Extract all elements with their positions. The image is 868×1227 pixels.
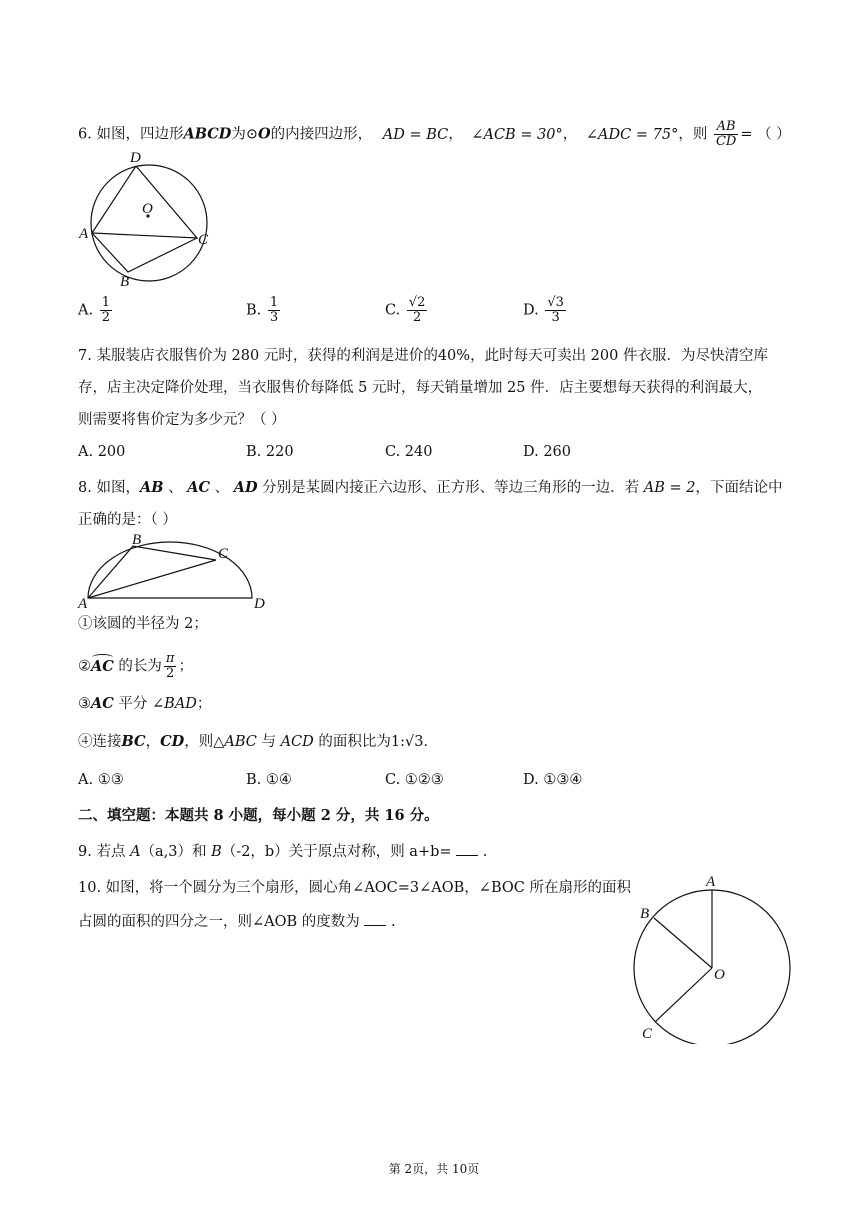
page-footer: 第 2页，共 10页 [388,1162,480,1176]
q6-fraction: $\frac{AB}{CD}$ [715,119,737,149]
q6-circle-diagram [76,148,226,288]
q10-label-A: A [706,874,716,890]
q8-statement-1: ①该圆的半径为 2； [78,616,208,632]
q8-option-d[interactable]: D. ①③④ [523,772,583,788]
q8-label-C: C [218,546,229,562]
q9-answer-blank[interactable] [456,843,478,856]
q6-label-A: A [79,226,89,242]
q6-option-c[interactable]: C. $\frac{√2}{2}$ [385,295,426,325]
q8-label-B: B [132,532,142,548]
q6-option-d[interactable]: D. $\frac{√3}{3}$ [523,295,564,325]
q8-statement-4: ④连接BC，CD，则△ABC 与 ACD 的面积比为1:√3． [78,733,438,750]
q7-option-d[interactable]: D. 260 [523,444,572,460]
q9-stem: 9. 若点 A（a,3）和 B（-2，b）关于原点对称，则 a+b= . [78,844,488,860]
q10-label-C: C [642,1026,653,1042]
q6-label-B: B [120,274,130,288]
q7-line1: 7. 某服装店衣服售价为 280 元时，获得的利润是进价的40%，此时每天可卖出 200 件衣服．为尽快清空库 [78,348,768,364]
q6-option-a[interactable]: A. $\frac{1}{2}$ [78,295,110,325]
q10-circle-diagram [628,874,798,1044]
q6-label-C: C [198,232,209,248]
q10-label-O: O [714,967,725,983]
q8-statement-3: ③AC 平分 ∠BAD； [78,695,212,712]
q6-label-O: O [142,201,153,217]
q8-semicircle-diagram [76,532,276,610]
q10-line2: 占圆的面积的四分之一，则∠AOB 的度数为 . [78,914,396,930]
q10-answer-blank[interactable] [364,913,386,926]
q8-line1: 8. 如图，AB 、 AC 、 AD 分别是某圆内接正六边形、正方形、等边三角形的一边．若 AB = 2，下面结论中 [78,479,783,496]
q7-option-a[interactable]: A. 200 [78,444,126,460]
section-heading-fill-in: 二、填空题：本题共 8 小题，每小题 2 分，共 16 分。 [78,807,439,824]
q7-line2: 存，店主决定降价处理，当衣服售价每降低 5 元时，每天销量增加 25 件．店主要想每天获得的利润最大， [78,380,763,396]
q6-stem: 6. 如图，四边形ABCD为⊙O的内接四边形， AD = BC， ∠ACB = 30°， ∠ADC = 75°，则 $\frac{AB}{CD}$ = （ ） [78,119,791,149]
q7-option-c[interactable]: C. 240 [385,444,433,460]
q7-option-b[interactable]: B. 220 [246,444,294,460]
q8-option-b[interactable]: B. ①④ [246,772,292,788]
q10-label-B: B [640,906,650,922]
q10-line1: 10. 如图，将一个圆分为三个扇形，圆心角∠AOC=3∠AOB，∠BOC 所在扇形的面积 [78,880,631,896]
q8-label-D: D [254,596,265,610]
q7-line3: 则需要将售价定为多少元？（ ） [78,412,286,428]
q8-statement-2: ② AC 的长为 $\frac{\pi}{2}$ ； [78,651,193,681]
q6-label-D: D [130,150,141,166]
q6-option-b[interactable]: B. $\frac{1}{3}$ [246,295,279,325]
q8-option-a[interactable]: A. ①③ [78,772,124,788]
q8-label-A: A [78,596,88,610]
q8-option-c[interactable]: C. ①②③ [385,772,444,788]
q8-line2: 正确的是：（ ） [78,512,177,528]
